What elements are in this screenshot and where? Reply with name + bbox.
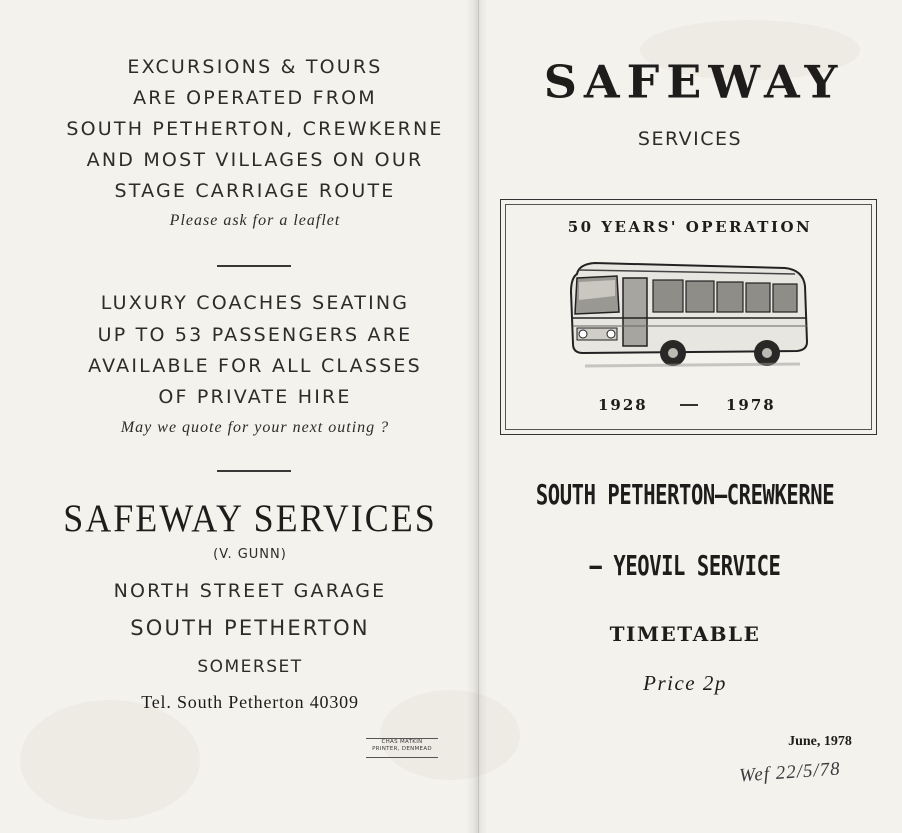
coach-illustration [565, 256, 815, 376]
leaflet-note: Please ask for a leaflet [169, 212, 341, 229]
hire-line-3: AVAILABLE FOR ALL CLASSES [88, 355, 422, 377]
route-line-1: SOUTH PETHERTON—CREWKERNE [535, 478, 835, 511]
price: Price 2p [643, 671, 727, 695]
printer-location: PRINTER, DENMEAD [372, 746, 432, 752]
year-end: 1978 [726, 396, 776, 414]
quote-note: May we quote for your next outing ? [120, 419, 390, 436]
company-name: SAFEWAY SERVICES [63, 496, 437, 540]
telephone: Tel. South Petherton 40309 [141, 692, 359, 712]
printer-name: CHAS MATKIN [381, 739, 423, 745]
excursions-line-4: AND MOST VILLAGES ON OUR [86, 149, 424, 171]
divider [217, 265, 291, 267]
hire-line-2: UP TO 53 PASSENGERS ARE [97, 324, 413, 346]
route-line-2: — YEOVIL SERVICE [589, 549, 781, 582]
divider [217, 470, 291, 472]
brand-title: SAFEWAY [543, 55, 845, 109]
issue-date: June, 1978 [788, 734, 852, 749]
excursions-line-3: SOUTH PETHERTON, CREWKERNE [66, 118, 444, 140]
anniversary-title: 50 YEARS' OPERATION [567, 218, 813, 236]
printer-imprint [366, 738, 438, 758]
services-subtitle: SERVICES [637, 128, 743, 150]
proprietor: (V. GUNN) [213, 547, 287, 562]
handwritten-note: Wef 22/5/78 [738, 758, 842, 787]
hire-line-4: OF PRIVATE HIRE [158, 386, 352, 408]
excursions-line-2: ARE OPERATED FROM [133, 87, 377, 109]
excursions-line-5: STAGE CARRIAGE ROUTE [114, 180, 396, 202]
year-dash [680, 404, 698, 406]
excursions-line-1: EXCURSIONS & TOURS [127, 56, 383, 78]
timetable-heading: TIMETABLE [609, 622, 761, 646]
year-start: 1928 [598, 396, 648, 414]
hire-line-1: LUXURY COACHES SEATING [100, 292, 410, 314]
county: SOMERSET [197, 657, 303, 677]
address-line-1: NORTH STREET GARAGE [113, 580, 387, 602]
address-line-2: SOUTH PETHERTON [130, 616, 370, 640]
